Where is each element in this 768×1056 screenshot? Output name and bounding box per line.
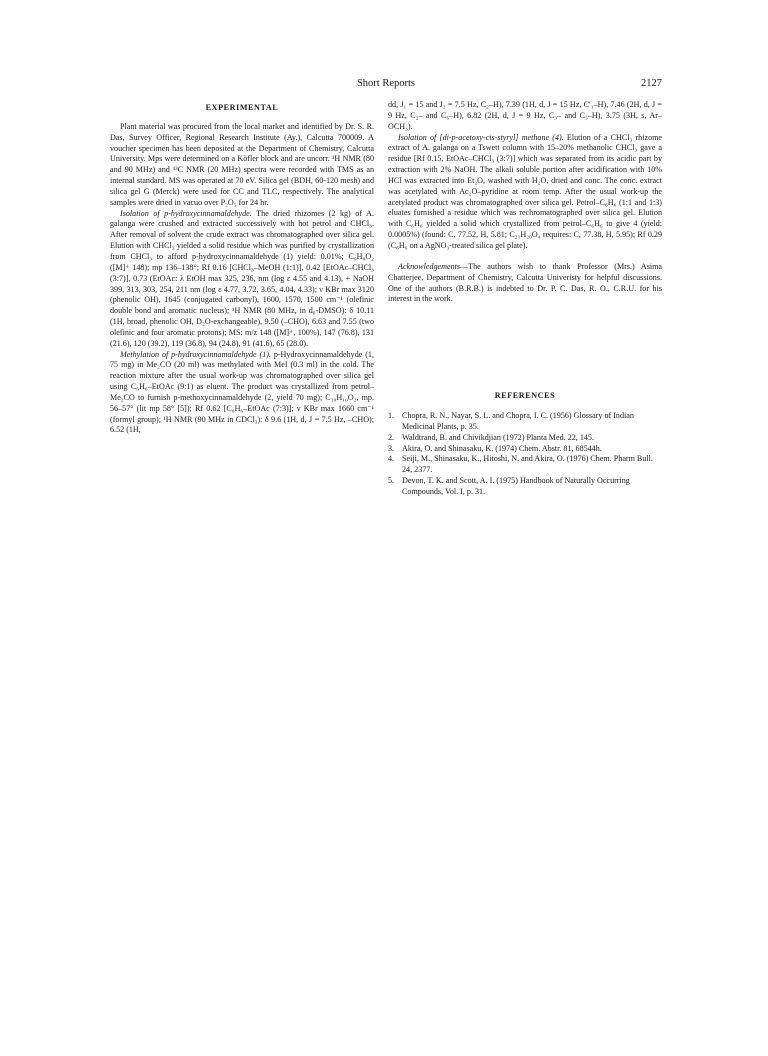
reference-item [388, 444, 662, 455]
isolation-paragraph [110, 209, 374, 350]
styryl-isolation-paragraph [388, 133, 662, 252]
page-number: 2127 [641, 78, 662, 89]
styryl-isolation-body: Elution of a CHCl₃ rhizome extract of A. galanga on a Tswett column with 15–20% methanolic CHCl₃ gave a residue [Rf 0.15, EtOAc–CHCl₃ (3:7)] which was separated from its acidic part by extraction with 2% NaOH. The alkali soluble portion after acidification with 10% HCl was extracted into Et₂O, washed with H₂O, dried and conc. The conc. extract was acetylated with Ac₂O–pyridine at room temp. After the usual work-up the acetylated product was chromatographed over silica gel. Petrol–C₆H₆ (1:1 and 1:3) eluates furnished a residue which was rechromatographed over silica gel. Elution with C₆H₆ yielded a solid which crystallized from petrol–C₆H₆ to give 4 (yield: 0.0005%) (found: C, 77.52, H, 5.81; C₂₁H₂₀O₄ requires: C, 77.38, H, 5.95); Rf 0.29 (C₆H₆ on a AgNO₃-treated silica gel plate). [388, 132, 663, 250]
reference-number: 1. [388, 411, 395, 421]
reference-text: Seiji, M., Shinasaku, K., Hitoshi, N. and Akira, O. (1976) Chem. Pharm Bull. 24, 2377. [402, 454, 653, 475]
reference-text: Akira, O. and Shinasaku, K. (1974) Chem. Abstr. 81, 68544h. [402, 443, 602, 453]
reference-number: 4. [388, 454, 395, 464]
running-header [110, 78, 662, 92]
reference-item [388, 411, 662, 433]
methylation-body: p-Hydroxycinnamaldehyde (1, 75 mg) in Me₂CO (20 ml) was methylated with MeI (0.3 ml) in the cold. The reaction mixture after the usual work-up was chromatographed over silica gel using C₆H₆–EtOAc (9:1) as eluent. The product was crystallized from petrol–Me₂CO to furnish p-methoxycinnamaldehyde (2, yield 70 mg); C₁₀H₁₀O₂, mp. 56–57° (lit mp 58° [5]); Rf 0.62 [C₆H₆–EtOAc (7:3)]; ν KBr max 1660 cm⁻¹ (formyl group); ¹H NMR (90 MHz in CDCl₃): δ 9.6 (1H, d, J = 7.5 Hz, –CHO); 6.52 (1H, [110, 349, 374, 435]
isolation-title: Isolation of p-hydroxycinnamaldehyde. [120, 208, 252, 218]
isolation-body: The dried rhizomes (2 kg) of A. galanga were crushed and extracted successively with hot petrol and CHCl₃. After removal of solvent the crude extract was chromatographed over silica gel. Elution with CHCl₃ yielded a solid residue which was purified by crystallization from CHCl₃ to afford p-hydroxycinnamaldehyde (1) yield: 0.01%; C₉H₈O₂ ([M]⁺ 148); mp 136–138°; Rf 0.16 [CHCl₃–MeOH (1:1)], 0.42 [EtOAc–CHCl₃ (3:7)], 0.73 (EtOAc: λ EtOH max 325, 236, nm (log ε 4.55 and 4.13), + NaOH 399, 313, 303, 254, 211 nm (log ε 4.77, 3.72, 3.65, 4.04, 4.33); ν KBr max 3120 (phenolic OH), 1645 (conjugated carbonyl), 1600, 1570, 1500 cm⁻¹ (olefinic double bond and aromatic nucleus); ¹H NMR (80 MHz, in d₆-DMSO): δ 10.11 (1H, broad, phenolic OH, D₂O-exchangeable), 9.50 (–CHO), 6.63 and 7.55 (two olefinic and four aromatic protons); MS: m/z 148 ([M]⁺, 100%), 147 (76.8), 131 (21.6), 120 (39.2), 119 (36.8), 94 (24.8), 91 (41.6), 65 (28.0). [110, 208, 374, 348]
journal-section: Short Reports [356, 78, 416, 89]
right-column [388, 100, 662, 498]
plant-material-paragraph: Plant material was procured from the local market and identified by Dr. S. R. Das, Survey Officer, Regional Research Institute (Ay.), Calcutta 700009. A voucher specimen has been deposited at the Department of Chemistry, Calcutta University. Mps were determined on a Köfler block and are uncorr. ¹H NMR (80 and 90 MHz) and ¹³C NMR (20 MHz) spectra were recorded with TMS as an internal standard. MS was operated at 70 eV. Silica gel (BDH, 60-120 mesh) and silica gel G (Merck) were used for CC and TLC, respectively. The analytical samples were dried in vacuo over P₂O₅ for 24 hr. [110, 121, 374, 207]
reference-item [388, 454, 662, 476]
methylation-title: Methylation of p-hydroxycinnamaldehyde (1). [120, 349, 271, 359]
left-column [110, 100, 374, 436]
references-heading: REFERENCES [494, 391, 556, 401]
reference-list [388, 411, 662, 498]
reference-number: 5. [388, 476, 395, 486]
nmr-continuation-paragraph: dd, J₁ = 15 and J₂ = 7.5 Hz, C₂–H), 7.39 (1H, d, J = 15 Hz, C′₁–H), 7.46 (2H, d, J = 9 Hz, C₂– and C₆–H), 6.82 (2H, d, J = 9 Hz, C₃– and C₅–H), 3.75 (3H, s, Ar–OCH₃). [388, 100, 662, 131]
methylation-paragraph [110, 350, 374, 437]
reference-item [388, 433, 662, 444]
acknowledgements-title: Acknowledgements [398, 261, 461, 271]
reference-item [388, 476, 662, 498]
reference-text: Waldtrand, B. and Chivikdjian (1972) Planta Med. 22, 145. [402, 432, 594, 442]
reference-text: Devon, T. K. and Scott, A. I. (1975) Handbook of Naturally Occurring Compounds, Vol. I, p. 31. [402, 476, 630, 496]
reference-text: Chopra, R. N., Nayar, S. L. and Chopra, I. C. (1956) Glossary of Indian Medicinal Plants, p. 35. [402, 411, 634, 431]
acknowledgements-paragraph [388, 262, 662, 305]
acknowledgements-body: —The authors wish to thank Professor (Mrs.) Asima Chatterjee, Department of Chemistry, Calcutta Univeristy for helpful discussions. One of the authors (B.R.B.) is indebted to Dr. P. C. Das, R. O., C.R.U. for his interest in the work. [388, 261, 662, 304]
reference-number: 2. [388, 432, 395, 442]
styryl-isolation-title: Isolation of [di-p-acetoxy-cis-styryl] methane (4). [398, 132, 564, 142]
experimental-heading: EXPERIMENTAL [205, 103, 279, 112]
reference-number: 3. [388, 443, 395, 453]
